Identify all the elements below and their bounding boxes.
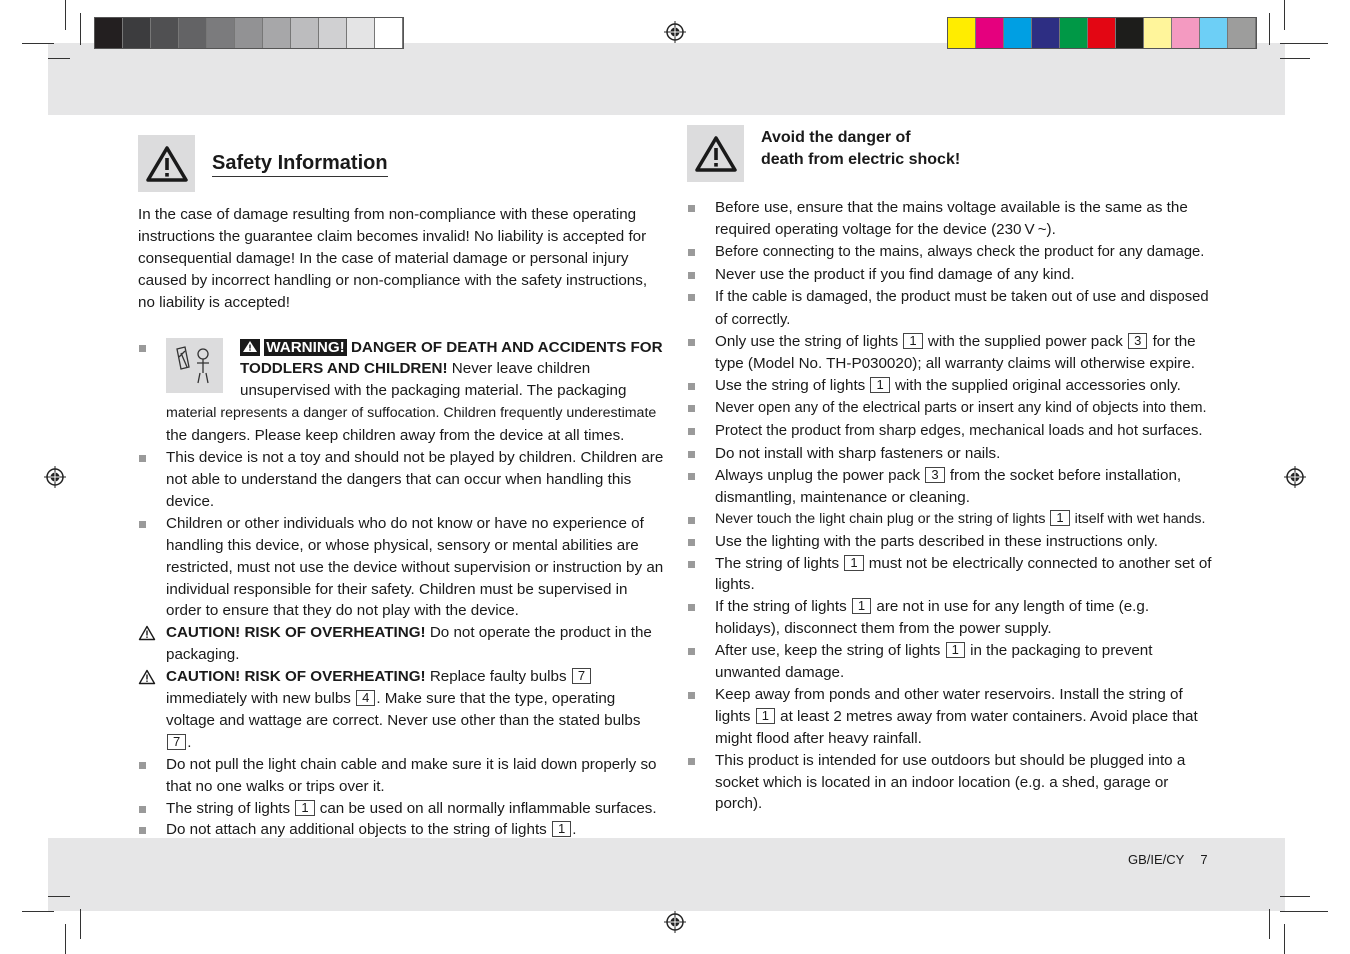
item-text: with the supplied original accessories only. <box>890 377 1181 395</box>
list-item <box>687 264 1214 286</box>
bullet-icon <box>688 294 695 301</box>
item-text: material represents a danger of suffocation. Children frequently underestimate <box>166 405 657 422</box>
item-text: itself with wet hands. <box>1070 510 1206 527</box>
color-swatch <box>1004 18 1032 48</box>
list-item <box>687 465 1214 509</box>
part-reference: 7 <box>167 734 186 750</box>
list-item <box>687 197 1214 241</box>
registration-mark-icon <box>664 911 686 933</box>
color-swatch <box>235 18 263 48</box>
item-text: Children or other individuals who do not know or have no experience of handling this device, or whose physical, sensory or mental abilities are restricted, must not use the device without supervision or instruction by an individual responsible for their safety. Children must be supervised in order to ensure that they do not play with the device. <box>166 514 664 620</box>
list-item <box>687 684 1214 750</box>
list-item <box>687 553 1214 597</box>
list-item <box>138 447 665 513</box>
color-swatch <box>123 18 151 48</box>
item-text: Never open any of the electrical parts or insert any kind of objects into them. <box>715 400 1207 417</box>
caution-item <box>138 622 665 666</box>
item-text: Never leave children unsupervised with the packaging material. The packaging <box>240 360 627 400</box>
item-text: Do not operate the product in the packaging. <box>166 624 652 664</box>
item-text: must not be electrically connected to another set of lights. <box>715 554 1212 594</box>
item-text: . <box>572 821 577 839</box>
color-swatch <box>291 18 319 48</box>
list-item <box>687 750 1214 816</box>
bullet-icon <box>688 473 695 480</box>
item-text: Always unplug the power pack <box>715 466 925 484</box>
item-text: Do not attach any additional objects to the string of lights <box>166 821 551 839</box>
item-text: can be used on all normally inflammable surfaces. <box>315 799 657 817</box>
list-item <box>687 443 1214 465</box>
crop-mark <box>1280 896 1310 897</box>
list-item <box>138 754 665 798</box>
item-text: The string of lights <box>715 554 844 572</box>
list-item <box>687 331 1214 375</box>
bullet-icon <box>139 521 146 528</box>
part-reference: 1 <box>552 821 571 837</box>
color-swatch <box>1088 18 1116 48</box>
item-text: . Make sure that the type, operating voltage and wattage are correct. Never use other than the stated bulbs <box>166 690 641 729</box>
crop-mark <box>48 58 70 59</box>
list-item <box>687 509 1214 531</box>
electric-shock-column <box>687 125 1214 815</box>
item-text: Replace faulty bulbs <box>425 668 571 686</box>
section-title <box>761 127 960 171</box>
color-swatch <box>347 18 375 48</box>
color-swatch <box>95 18 123 48</box>
item-text: at least 2 metres away from water containers. Avoid place that might flood after heavy rainfall. <box>715 707 1198 747</box>
list-item <box>138 513 665 623</box>
color-swatch <box>1032 18 1060 48</box>
item-text: Protect the product from sharp edges, mechanical loads and hot surfaces. <box>715 423 1203 440</box>
region-label: GB/IE/CY <box>1128 852 1185 867</box>
list-item <box>138 819 665 841</box>
color-swatch <box>1060 18 1088 48</box>
registration-mark-icon <box>664 21 686 43</box>
registration-mark-icon <box>1284 466 1306 488</box>
item-text: immediately with new bulbs <box>166 690 356 708</box>
color-swatch <box>976 18 1004 48</box>
child-suffocation-icon <box>166 338 223 393</box>
bullet-icon <box>139 827 146 834</box>
process-color-bar <box>947 17 1257 49</box>
item-text: The string of lights <box>166 799 295 817</box>
list-item <box>687 375 1214 397</box>
item-text: After use, keep the string of lights <box>715 642 945 660</box>
item-text: in the packaging to prevent unwanted damage. <box>715 642 1153 682</box>
color-swatch <box>263 18 291 48</box>
warning-label: WARNING! <box>266 338 345 356</box>
part-reference: 4 <box>356 690 375 706</box>
crop-mark <box>22 43 54 44</box>
crop-mark <box>1280 911 1328 912</box>
item-text: Before connecting to the mains, always check the product for any damage. <box>715 243 1205 260</box>
part-reference: 3 <box>925 467 944 483</box>
bullet-icon <box>688 249 695 256</box>
item-text: If the string of lights <box>715 598 851 616</box>
item-text: Use the lighting with the parts described in these instructions only. <box>715 532 1158 550</box>
page-footer <box>1128 852 1208 867</box>
bullet-icon <box>139 806 146 813</box>
bullet-icon <box>688 339 695 346</box>
item-text: If the cable is damaged, the product must be taken out of use and disposed of correctly. <box>715 288 1209 328</box>
page-title: Safety Information <box>212 151 388 177</box>
crop-mark <box>1269 909 1270 939</box>
footer-band <box>48 838 1285 911</box>
list-item <box>687 397 1214 420</box>
part-reference: 3 <box>1128 333 1147 349</box>
bullet-icon <box>688 758 695 765</box>
caution-triangle-icon <box>138 669 156 685</box>
color-swatch <box>1144 18 1172 48</box>
header-band <box>48 43 1285 115</box>
bullet-icon <box>688 451 695 458</box>
list-item <box>687 420 1214 443</box>
list-item <box>687 531 1214 553</box>
section-title-line: Avoid the danger of <box>761 128 911 146</box>
list-item <box>687 286 1214 332</box>
item-text: are not in use for any length of time (e.g. holidays), disconnect them from the power supply. <box>715 598 1150 638</box>
bullet-icon <box>688 692 695 699</box>
caution-heading: CAUTION! RISK OF OVERHEATING! <box>166 668 426 686</box>
bullet-icon <box>688 539 695 546</box>
item-text: from the socket before installation, dismantling, maintenance or cleaning. <box>715 466 1182 506</box>
crop-mark <box>80 13 81 45</box>
item-text: This device is not a toy and should not be played by children. Children are not able to understand the dangers that can occur when handling this device. <box>166 449 664 510</box>
part-reference: 1 <box>903 333 922 349</box>
item-text: Never use the product if you find damage of any kind. <box>715 265 1075 283</box>
crop-mark <box>1284 924 1285 954</box>
color-swatch <box>319 18 347 48</box>
intro-paragraph: In the case of damage resulting from non-compliance with these operating instructions the guarantee claim becomes invalid! No liability is accepted for consequential damage! In the case of material damage or personal injury caused by incorrect handling or non-compliance with the safety instructions, no liability is accepted! <box>138 206 648 311</box>
part-reference: 1 <box>295 800 314 816</box>
item-text: Use the string of lights <box>715 377 870 395</box>
bullet-icon <box>688 205 695 212</box>
crop-mark <box>65 924 66 954</box>
list-item <box>138 798 665 820</box>
item-text: the dangers. Please keep children away from the device at all times. <box>166 427 625 445</box>
part-reference: 1 <box>852 598 871 614</box>
part-reference: 1 <box>946 642 965 658</box>
color-swatch <box>179 18 207 48</box>
list-item <box>687 640 1214 684</box>
grey-color-bar <box>94 17 404 49</box>
crop-mark <box>80 909 81 939</box>
caution-heading: CAUTION! RISK OF OVERHEATING! <box>166 624 426 642</box>
warning-triangle-icon <box>687 125 744 182</box>
safety-header <box>138 135 665 192</box>
bullet-icon <box>688 561 695 568</box>
bullet-icon <box>139 345 146 352</box>
item-text: Keep away from ponds and other water reservoirs. Install the string of lights <box>715 685 1183 725</box>
bullet-icon <box>688 648 695 655</box>
safety-list <box>138 337 665 842</box>
part-reference: 1 <box>844 555 863 571</box>
bullet-icon <box>139 455 146 462</box>
section-title-line: death from electric shock! <box>761 150 961 168</box>
item-text: Before use, ensure that the mains voltage available is the same as the required operating voltage for the device (230 V ~). <box>715 199 1188 238</box>
caution-triangle-icon <box>138 625 156 641</box>
item-text: Only use the string of lights <box>715 333 903 351</box>
list-item <box>687 596 1214 640</box>
crop-mark <box>1280 58 1310 59</box>
list-item <box>138 337 665 448</box>
bullet-icon <box>139 762 146 769</box>
color-swatch <box>207 18 235 48</box>
bullet-icon <box>688 604 695 611</box>
danger-heading: DANGER OF DEATH AND ACCIDENTS FOR TODDLERS AND CHILDREN! <box>240 338 663 378</box>
registration-mark-icon <box>44 466 66 488</box>
color-swatch <box>151 18 179 48</box>
item-text: Do not install with sharp fasteners or nails. <box>715 444 1001 462</box>
item-text: with the supplied power pack <box>923 333 1128 351</box>
item-text: for the type (Model No. TH-P030020); all warranty claims will otherwise expire. <box>715 333 1196 373</box>
part-reference: 1 <box>756 708 775 724</box>
part-reference: 7 <box>572 668 591 684</box>
page-number: 7 <box>1200 852 1208 867</box>
color-swatch <box>948 18 976 48</box>
caution-item <box>138 666 665 754</box>
crop-mark <box>1269 13 1270 45</box>
color-swatch <box>1172 18 1200 48</box>
safety-column <box>138 135 665 841</box>
color-swatch <box>375 18 403 48</box>
crop-mark <box>1284 0 1285 30</box>
color-swatch <box>1116 18 1144 48</box>
bullet-icon <box>688 405 695 412</box>
warning-triangle-icon <box>138 135 195 192</box>
crop-mark <box>48 896 70 897</box>
list-item <box>687 241 1214 264</box>
crop-mark <box>22 911 54 912</box>
item-text: Do not pull the light chain cable and make sure it is laid down properly so that no one walks or trips over it. <box>166 755 657 795</box>
item-text: Never touch the light chain plug or the string of lights <box>715 510 1050 527</box>
item-text: This product is intended for use outdoors but should be plugged into a socket which is located in an indoor location (e.g. a shed, garage or porch). <box>715 751 1186 813</box>
bullet-icon <box>688 272 695 279</box>
bullet-icon <box>688 517 695 524</box>
item-text: . <box>187 733 192 751</box>
color-swatch <box>1228 18 1256 48</box>
bullet-icon <box>688 383 695 390</box>
part-reference: 1 <box>1050 510 1069 526</box>
bullet-icon <box>688 428 695 435</box>
crop-mark <box>1280 43 1328 44</box>
color-swatch <box>1200 18 1228 48</box>
crop-mark <box>65 0 66 30</box>
electric-shock-header <box>687 125 1214 182</box>
part-reference: 1 <box>870 377 889 393</box>
electrical-safety-list <box>687 197 1214 815</box>
